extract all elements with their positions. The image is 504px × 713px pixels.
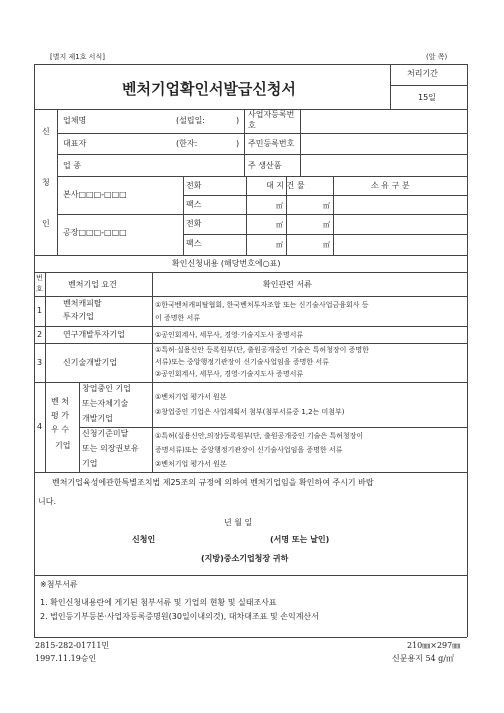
row-4-sub-1-type-1: 창업중인 기업 [82,384,131,393]
attachment-item-2: 2. 법인등기부등본·사업자등록증명원(30일이내의것), 대차대조표 및 손익계산서 [40,612,319,621]
resident-no-field[interactable] [301,134,466,153]
applicant-label: 신청인 [132,535,156,544]
applicant-side-char-3: 인 [42,219,50,228]
unit-m2: ㎡ [276,221,283,229]
applicant-name-field[interactable] [175,533,265,547]
unit-m2: ㎡ [323,221,330,229]
row-4-sub-1-type-3: 개발기업 [82,414,113,423]
processing-period-value: 15일 [418,93,436,102]
row-4-sub-2-doc-3: ②벤처기업 평가서 원본 [155,460,227,468]
row-3-type-1: 신기술개발기업 [63,358,118,367]
row-4-sub-2-doc-1: ①특허(실용신안,의장)등록원부(단, 출원공개중인 기술은 특허청장이 [155,432,364,440]
processing-period-label: 처리기간 [407,69,438,78]
row-2-doc-1: ①공인회계사, 세무사, 경영·기술지도사 증명서류 [155,331,304,339]
land-building-label: 대 지 건 물 [266,181,305,190]
row-4-sub-2-type-1: 신청기준미달 [82,429,129,438]
established-label: (설립일: [176,116,206,125]
row-4-sub-1-type-2: 또는자체기술 [82,399,129,408]
hanja-close: ) [236,139,240,148]
factory-fax-label: 팩스 [186,239,202,248]
unit-m2: ㎡ [276,202,283,210]
row-4-side-3: 우 수 [51,425,69,434]
row-4-sub-2-type-3: 기업 [82,459,98,468]
side-label: (앞 쪽) [426,53,448,61]
date-line: 년 월 일 [224,518,253,527]
col-type-header: 벤처기업 요건 [68,280,117,289]
unit-m2: ㎡ [323,202,330,210]
col-no-header: 번호 [36,274,43,293]
col-docs-header: 확인관련 서류 [263,280,312,289]
company-name-label: 업체명 [63,116,87,125]
unit-m2: ㎡ [276,241,283,249]
factory-phone-label: 전화 [186,219,202,228]
row-1-no: 1 [37,306,43,315]
footer-paper: 신문용지 54 g/㎡ [392,654,454,663]
statement-line-1: 벤처기업육성에관한특별조치법 제25조의 규정에 의하여 벤처기업임을 확인하여 주시기 바랍 [52,478,374,487]
row-4-sub-2-type-2: 또는 의장권보유 [82,444,139,453]
head-office-fax-label: 팩스 [186,200,202,209]
row-2-type-1: 연구개발투자기업 [63,330,125,339]
row-1-doc-2: 이 증명한 서류 [155,314,201,322]
row-1-doc-1: ①한국벤처캐피탈협회, 한국벤처투자조합 또는 신기술사업금융회사 등 [155,301,369,309]
biz-reg-no-label-2: 호 [248,121,256,130]
attachment-item-1: 1. 확인신청내용란에 게기된 첨부서류 및 기업의 현황 및 실태조사표 [40,598,277,607]
head-office-phone-label: 전화 [186,181,202,190]
row-4-sub-2-doc-2: 증명서류)또는 중앙행정기관장이 신기술사업임을 증명한 서류 [155,446,343,454]
product-label: 주 생산품 [248,161,282,170]
statement-line-2: 니다. [38,497,56,506]
biz-reg-no-field[interactable] [301,110,466,132]
product-field[interactable] [301,155,466,175]
row-4-side-1: 벤 처 [51,397,69,406]
hanja-label: (한자: [176,139,198,148]
row-4-side-2: 평 가 [51,411,69,420]
row-4-sub-1-doc-1: ①벤처기업 평가서 원본 [155,393,227,401]
row-4-no: 4 [37,422,43,431]
row-3-doc-1: ①특허·실용신안 등록원부(단, 출원공개중인 기술은 특허청장이 증명한 [155,346,369,354]
row-2-no: 2 [37,330,43,339]
row-4-side-4: 기업 [55,441,71,450]
applicant-side-char-1: 신 [42,127,50,136]
biz-reg-no-label-1: 사업자등록번 [248,110,295,119]
row-1-type-1: 벤처캐피탈 [63,299,102,308]
factory-label: 공장□□□-□□□ [63,228,127,237]
representative-label: 대표자 [63,139,87,148]
row-3-no: 3 [37,358,43,367]
established-close: ) [236,116,240,125]
row-3-doc-2: 서류)또는 중앙행정기관장이 신기술사업임을 증명한 서류 [155,358,329,366]
row-1-type-2: 투자기업 [63,312,94,321]
row-3-doc-3: ②공인회계사, 세무사, 경영·기술지도사 증명서류 [155,370,304,378]
footer-size: 210㎜×297㎜ [407,641,461,650]
head-office-label: 본사□□□-□□□ [63,190,127,199]
footer-approval: 1997.11.19승인 [35,654,97,663]
applicant-side-char-2: 청 [42,178,50,187]
industry-label: 업 종 [63,161,81,170]
ownership-label: 소 유 구 분 [371,181,410,190]
attachments-title: ※첨부서류 [40,580,78,589]
confirmation-header: 확인신청내용 (해당번호에○표) [172,259,281,268]
form-label: [별지 제1호 서식] [50,53,105,61]
footer-code: 2815-282-01711민 [35,641,110,650]
unit-m2: ㎡ [323,241,330,249]
signature-label: (서명 또는 날인) [270,535,330,544]
recipient: (지방)중소기업청장 귀하 [201,554,289,563]
form-title: 벤처기업확인서발급신청서 [122,80,296,98]
resident-no-label: 주민등록번호 [248,139,295,148]
row-4-sub-1-doc-2: ②창업중인 기업은 사업계획서 첨부(첨부서류중 1,2는 미첨부) [155,408,345,416]
